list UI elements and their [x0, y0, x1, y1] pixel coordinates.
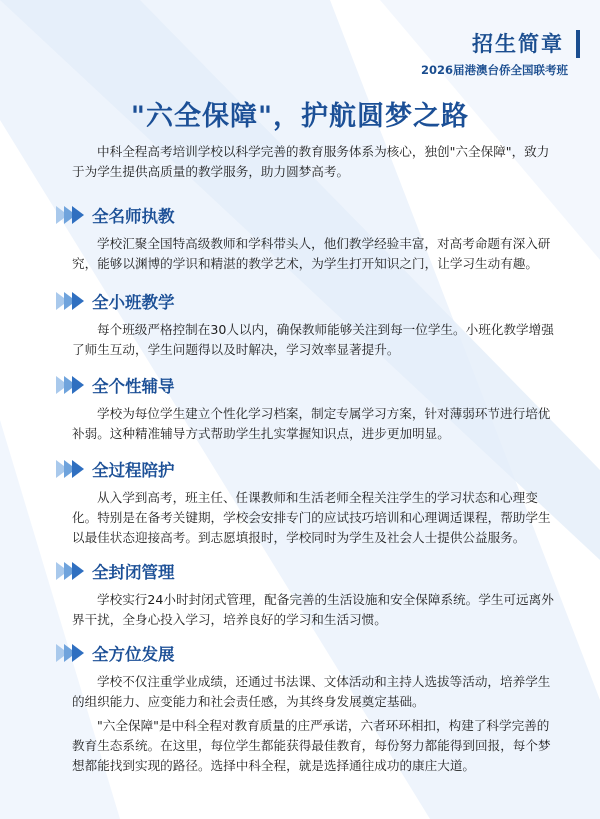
section-small-class	[56, 288, 566, 360]
double-arrow-icon	[56, 374, 86, 396]
section-title: 全过程陪护	[92, 461, 175, 480]
section-famous-teachers	[56, 202, 566, 274]
section-closed-management	[56, 558, 566, 630]
section-whole-process-care	[56, 456, 566, 548]
section-body: 学校不仅注重学业成绩，还通过书法课、文体活动和主持人选拔等活动，培养学生的组织能力、应变能力和社会责任感，为其终身发展奠定基础。	[72, 674, 551, 709]
section-title: 全小班教学	[92, 293, 175, 312]
brand-subtitle: 2026届港澳台侨全国联考班	[420, 63, 568, 77]
intro-paragraph: 中科全程高考培训学校以科学完善的教育服务体系为核心，独创"六全保障"，致力于为学生提供高质量的教学服务，助力圆梦高考。	[72, 144, 550, 179]
double-arrow-icon	[56, 458, 86, 480]
section-heading	[56, 640, 566, 666]
section-heading	[56, 558, 566, 584]
section-body: 每个班级严格控制在30人以内，确保教师能够关注到每一位学生。小班化教学增强了师生互动，学生问题得以及时解决，学习效率显著提升。	[72, 322, 554, 357]
double-arrow-icon	[56, 642, 86, 664]
section-title: 全方位发展	[92, 645, 175, 664]
section-all-round-development	[56, 640, 566, 712]
section-heading	[56, 202, 566, 228]
section-body: 学校汇聚全国特高级教师和学科带头人，他们教学经验丰富，对高考命题有深入研究，能够以渊博的学识和精湛的教学艺术，为学生打开知识之门，让学习生动有趣。	[72, 236, 551, 271]
section-title: 全封闭管理	[92, 563, 175, 582]
brand-block	[421, 30, 580, 78]
closing-paragraph: "六全保障"是中科全程对教育质量的庄严承诺，六者环环相扣，构建了科学完善的教育生态系统。在这里，每位学生都能获得最佳教育，每份努力都能得到回报，每个梦想都能找到实现的路径。选择中科全程，就是选择通往成功的康庄大道。	[72, 718, 551, 773]
section-personal-tutoring	[56, 372, 566, 444]
double-arrow-icon	[56, 560, 86, 582]
section-heading	[56, 456, 566, 482]
section-body: 学校为每位学生建立个性化学习档案，制定专属学习方案，针对薄弱环节进行培优补弱。这种精准辅导方式帮助学生扎实掌握知识点，进步更加明显。	[72, 406, 551, 441]
section-body: 学校实行24小时封闭式管理，配备完善的生活设施和安全保障系统。学生可远离外界干扰，全身心投入学习，培养良好的学习和生活习惯。	[72, 592, 554, 627]
double-arrow-icon	[56, 290, 86, 312]
section-heading	[56, 372, 566, 398]
double-arrow-icon	[56, 204, 86, 226]
section-title: 全名师执教	[92, 207, 175, 226]
section-heading	[56, 288, 566, 314]
section-title: 全个性辅导	[92, 377, 175, 396]
brand-title: 招生简章	[421, 30, 580, 58]
page-title: "六全保障"，护航圆梦之路	[130, 101, 470, 132]
section-body: 从入学到高考，班主任、任课教师和生活老师全程关注学生的学习状态和心理变化。特别是在备考关键期，学校会安排专门的应试技巧培训和心理调适课程，帮助学生以最佳状态迎接高考。到志愿填报时，学校同时为学生及社会人士提供公益服务。	[72, 490, 551, 545]
